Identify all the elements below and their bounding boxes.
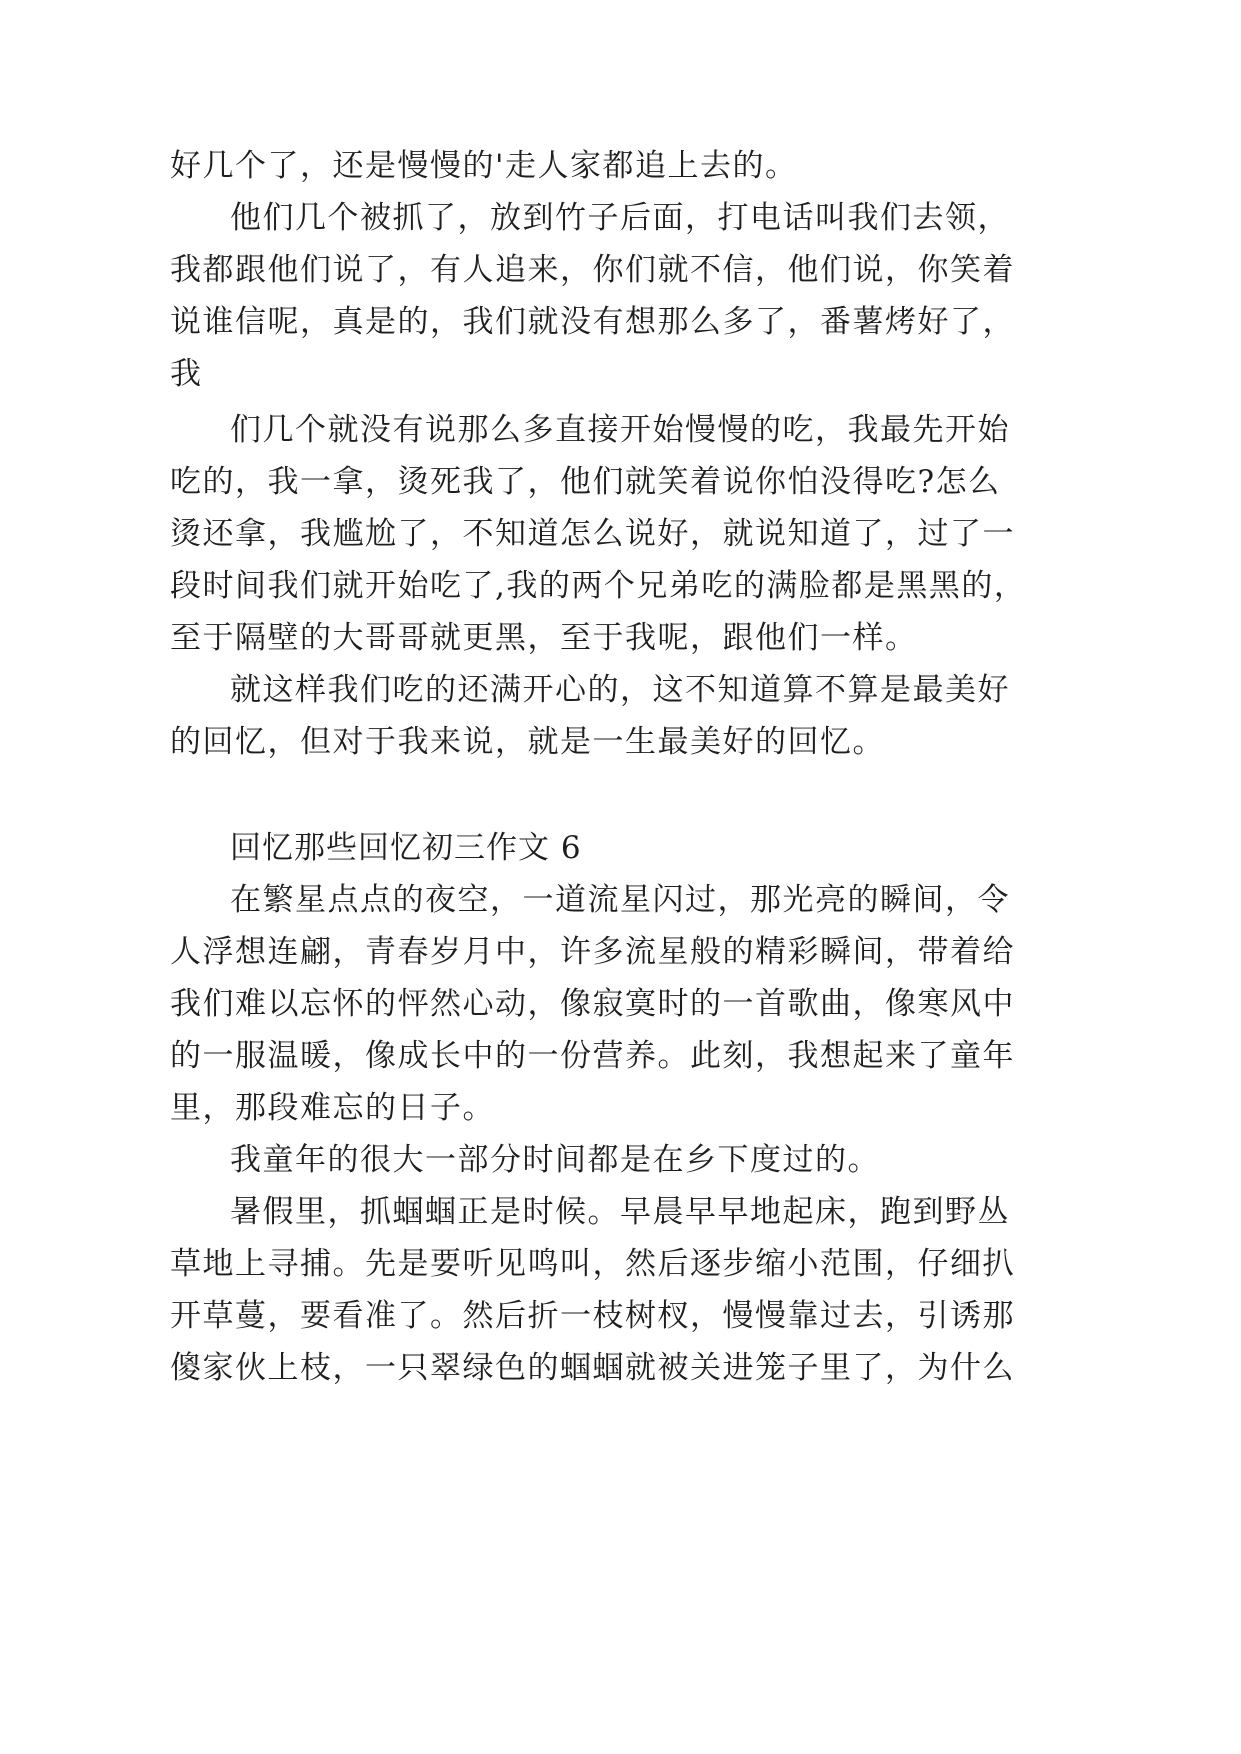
paragraph-first-line: 暑假里，抓蝈蝈正是时候。早晨早早地起床，跑到野丛 bbox=[230, 1194, 1010, 1230]
paragraph-first-line: 他们几个被抓了，放到竹子后面，打电话叫我们去领， bbox=[230, 200, 1010, 236]
text-line: 人浮想连翩，青春岁月中，许多流星般的精彩瞬间，带着给 bbox=[170, 934, 1015, 970]
text-line: 好几个了，还是慢慢的'走人家都追上去的。 bbox=[170, 148, 798, 184]
text-line: 段时间我们就开始吃了,我的两个兄弟吃的满脸都是黑黑的， bbox=[170, 568, 1027, 604]
section-heading: 回忆那些回忆初三作文 6 bbox=[230, 830, 582, 866]
text-line: 烫还拿，我尴尬了，不知道怎么说好，就说知道了，过了一 bbox=[170, 516, 1015, 552]
text-line: 的一服温暖，像成长中的一份营养。此刻，我想起来了童年 bbox=[170, 1038, 1015, 1074]
paragraph-first-line: 就这样我们吃的还满开心的，这不知道算不算是最美好 bbox=[230, 672, 1010, 708]
text-line: 草地上寻捕。先是要听见鸣叫，然后逐步缩小范围，仔细扒 bbox=[170, 1246, 1015, 1282]
text-line: 开草蔓，要看准了。然后折一枝树杈，慢慢靠过去，引诱那 bbox=[170, 1298, 1015, 1334]
text-line: 至于隔壁的大哥哥就更黑，至于我呢，跟他们一样。 bbox=[170, 620, 918, 656]
text-line: 里，那段难忘的日子。 bbox=[170, 1090, 495, 1126]
text-line: 的回忆，但对于我来说，就是一生最美好的回忆。 bbox=[170, 724, 885, 760]
text-line: 吃的，我一拿，烫死我了，他们就笑着说你怕没得吃?怎么 bbox=[170, 464, 1001, 500]
text-line: 我 bbox=[170, 356, 203, 392]
paragraph-first-line: 们几个就没有说那么多直接开始慢慢的吃，我最先开始 bbox=[230, 412, 1010, 448]
text-line: 说谁信呢，真是的，我们就没有想那么多了，番薯烤好了， bbox=[170, 304, 1015, 340]
paragraph-first-line: 我童年的很大一部分时间都是在乡下度过的。 bbox=[230, 1142, 880, 1178]
text-line: 我都跟他们说了，有人追来，你们就不信，他们说，你笑着 bbox=[170, 252, 1015, 288]
paragraph-first-line: 在繁星点点的夜空，一道流星闪过，那光亮的瞬间，令 bbox=[230, 882, 1010, 918]
text-line: 傻家伙上枝，一只翠绿色的蝈蝈就被关进笼子里了，为什么 bbox=[170, 1350, 1015, 1386]
text-line: 我们难以忘怀的怦然心动，像寂寞时的一首歌曲，像寒风中 bbox=[170, 986, 1015, 1022]
